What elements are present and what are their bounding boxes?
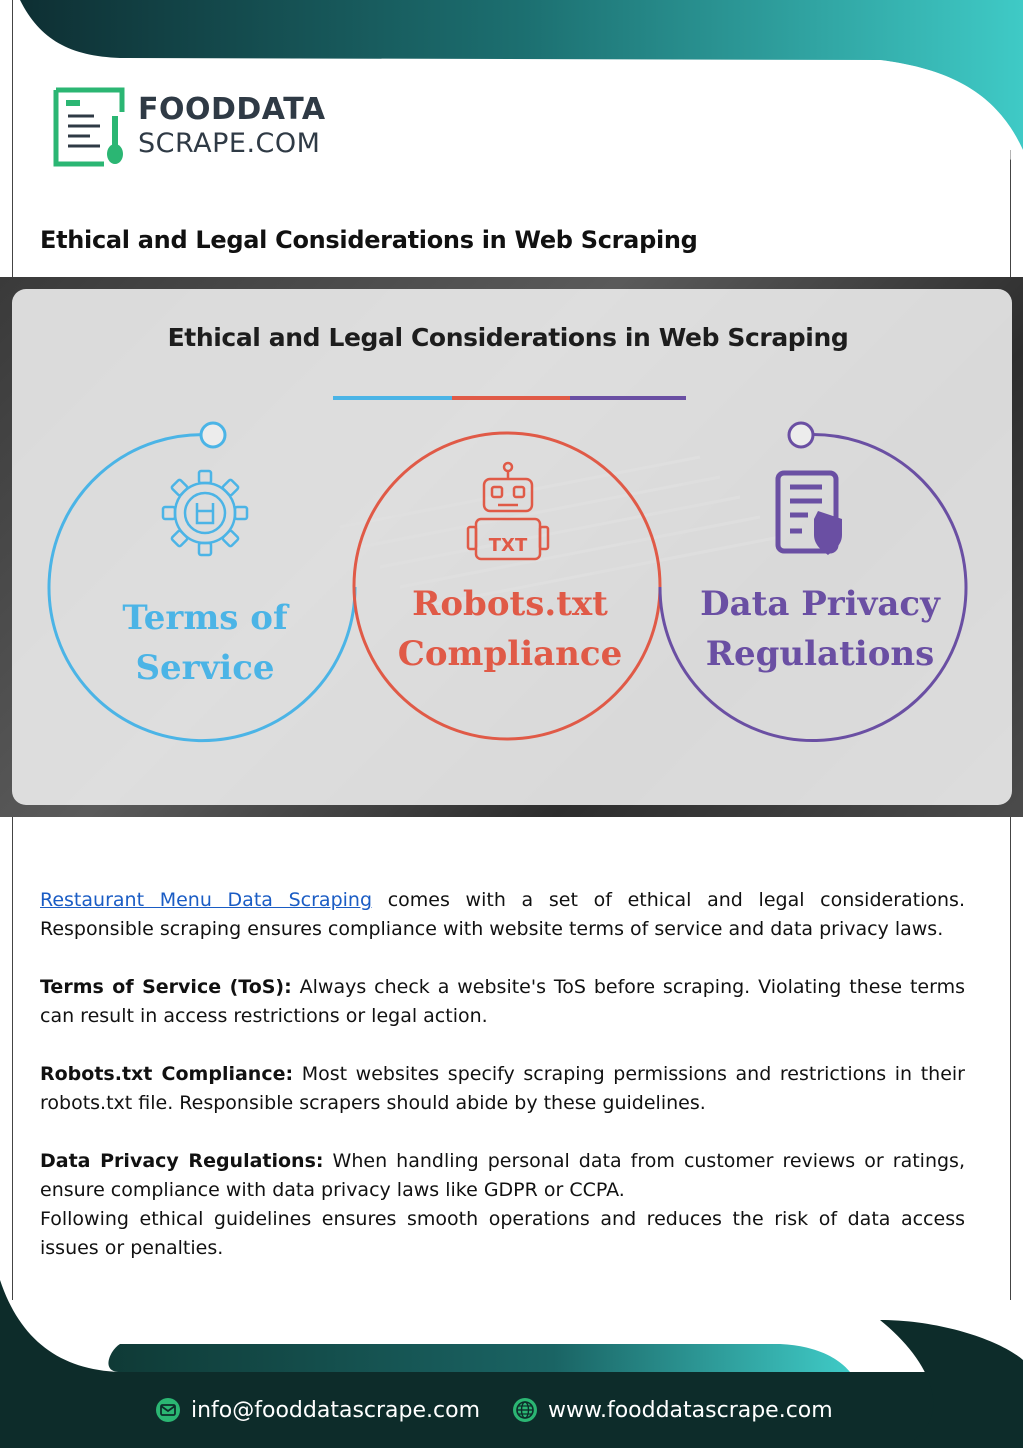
intro-text: comes with a set of ethical and legal considerations. Responsible scraping ensures compliance with website terms of service and data privacy laws. bbox=[40, 889, 965, 940]
tos-circle bbox=[49, 435, 355, 741]
hero-diagram bbox=[0, 277, 1023, 817]
privacy-text: When handling personal data from customer reviews or ratings, ensure compliance with data privacy laws like GDPR or CCPA. bbox=[40, 1150, 965, 1201]
footer-website-text: www.fooddatascrape.com bbox=[548, 1397, 833, 1423]
tos-circle-node bbox=[201, 423, 225, 447]
privacy-label-line2: Regulations bbox=[705, 634, 935, 674]
hero-infographic bbox=[0, 277, 1023, 817]
footer-contact bbox=[0, 1392, 1023, 1428]
footer-website[interactable] bbox=[512, 1392, 833, 1428]
privacy-paragraph bbox=[40, 1147, 965, 1205]
tos-label bbox=[100, 593, 310, 693]
email-icon bbox=[155, 1397, 181, 1423]
tos-text: Always check a website's ToS before scraping. Violating these terms can result in access restrictions or legal action. bbox=[40, 976, 965, 1027]
tos-label-line2: Service bbox=[135, 648, 275, 688]
tos-label-line1: Terms of bbox=[122, 598, 288, 638]
logo-name-line2: SCRAPE.COM bbox=[138, 128, 321, 159]
privacy-heading: Data Privacy Regulations: bbox=[40, 1150, 324, 1172]
document-shield-icon bbox=[778, 473, 842, 555]
svg-text:TXT: TXT bbox=[488, 535, 528, 556]
restaurant-menu-scraping-link[interactable]: Restaurant Menu Data Scraping bbox=[40, 889, 373, 911]
intro-paragraph bbox=[40, 886, 965, 944]
robots-heading: Robots.txt Compliance: bbox=[40, 1063, 294, 1085]
footer-email[interactable] bbox=[155, 1392, 480, 1428]
brand-logo[interactable] bbox=[52, 86, 332, 170]
robots-paragraph bbox=[40, 1060, 965, 1118]
globe-icon bbox=[512, 1397, 538, 1423]
robots-label bbox=[380, 579, 640, 679]
closing-paragraph: Following ethical guidelines ensures smooth operations and reduces the risk of data access issues or penalties. bbox=[40, 1208, 965, 1259]
logo-menu-icon bbox=[52, 86, 128, 168]
privacy-label bbox=[690, 579, 950, 679]
tos-paragraph bbox=[40, 973, 965, 1031]
tos-heading: Terms of Service (ToS): bbox=[40, 976, 292, 998]
privacy-circle-node bbox=[789, 423, 813, 447]
gear-wrench-icon bbox=[163, 471, 247, 555]
article-body bbox=[40, 886, 965, 1263]
logo-name-line1: FOODDATA bbox=[138, 92, 326, 127]
page-title: Ethical and Legal Considerations in Web Scraping bbox=[40, 226, 698, 254]
hero-title: Ethical and Legal Considerations in Web Scraping bbox=[167, 323, 849, 352]
robots-label-line2: Compliance bbox=[397, 634, 623, 674]
robots-label-line1: Robots.txt bbox=[412, 584, 608, 624]
footer-email-text: info@fooddatascrape.com bbox=[191, 1397, 481, 1423]
privacy-label-line1: Data Privacy bbox=[700, 584, 940, 624]
robots-text: Most websites specify scraping permissions and restrictions in their robots.txt file. Responsible scrapers should abide by these guidelines. bbox=[40, 1063, 965, 1114]
robot-txt-icon bbox=[468, 463, 548, 559]
